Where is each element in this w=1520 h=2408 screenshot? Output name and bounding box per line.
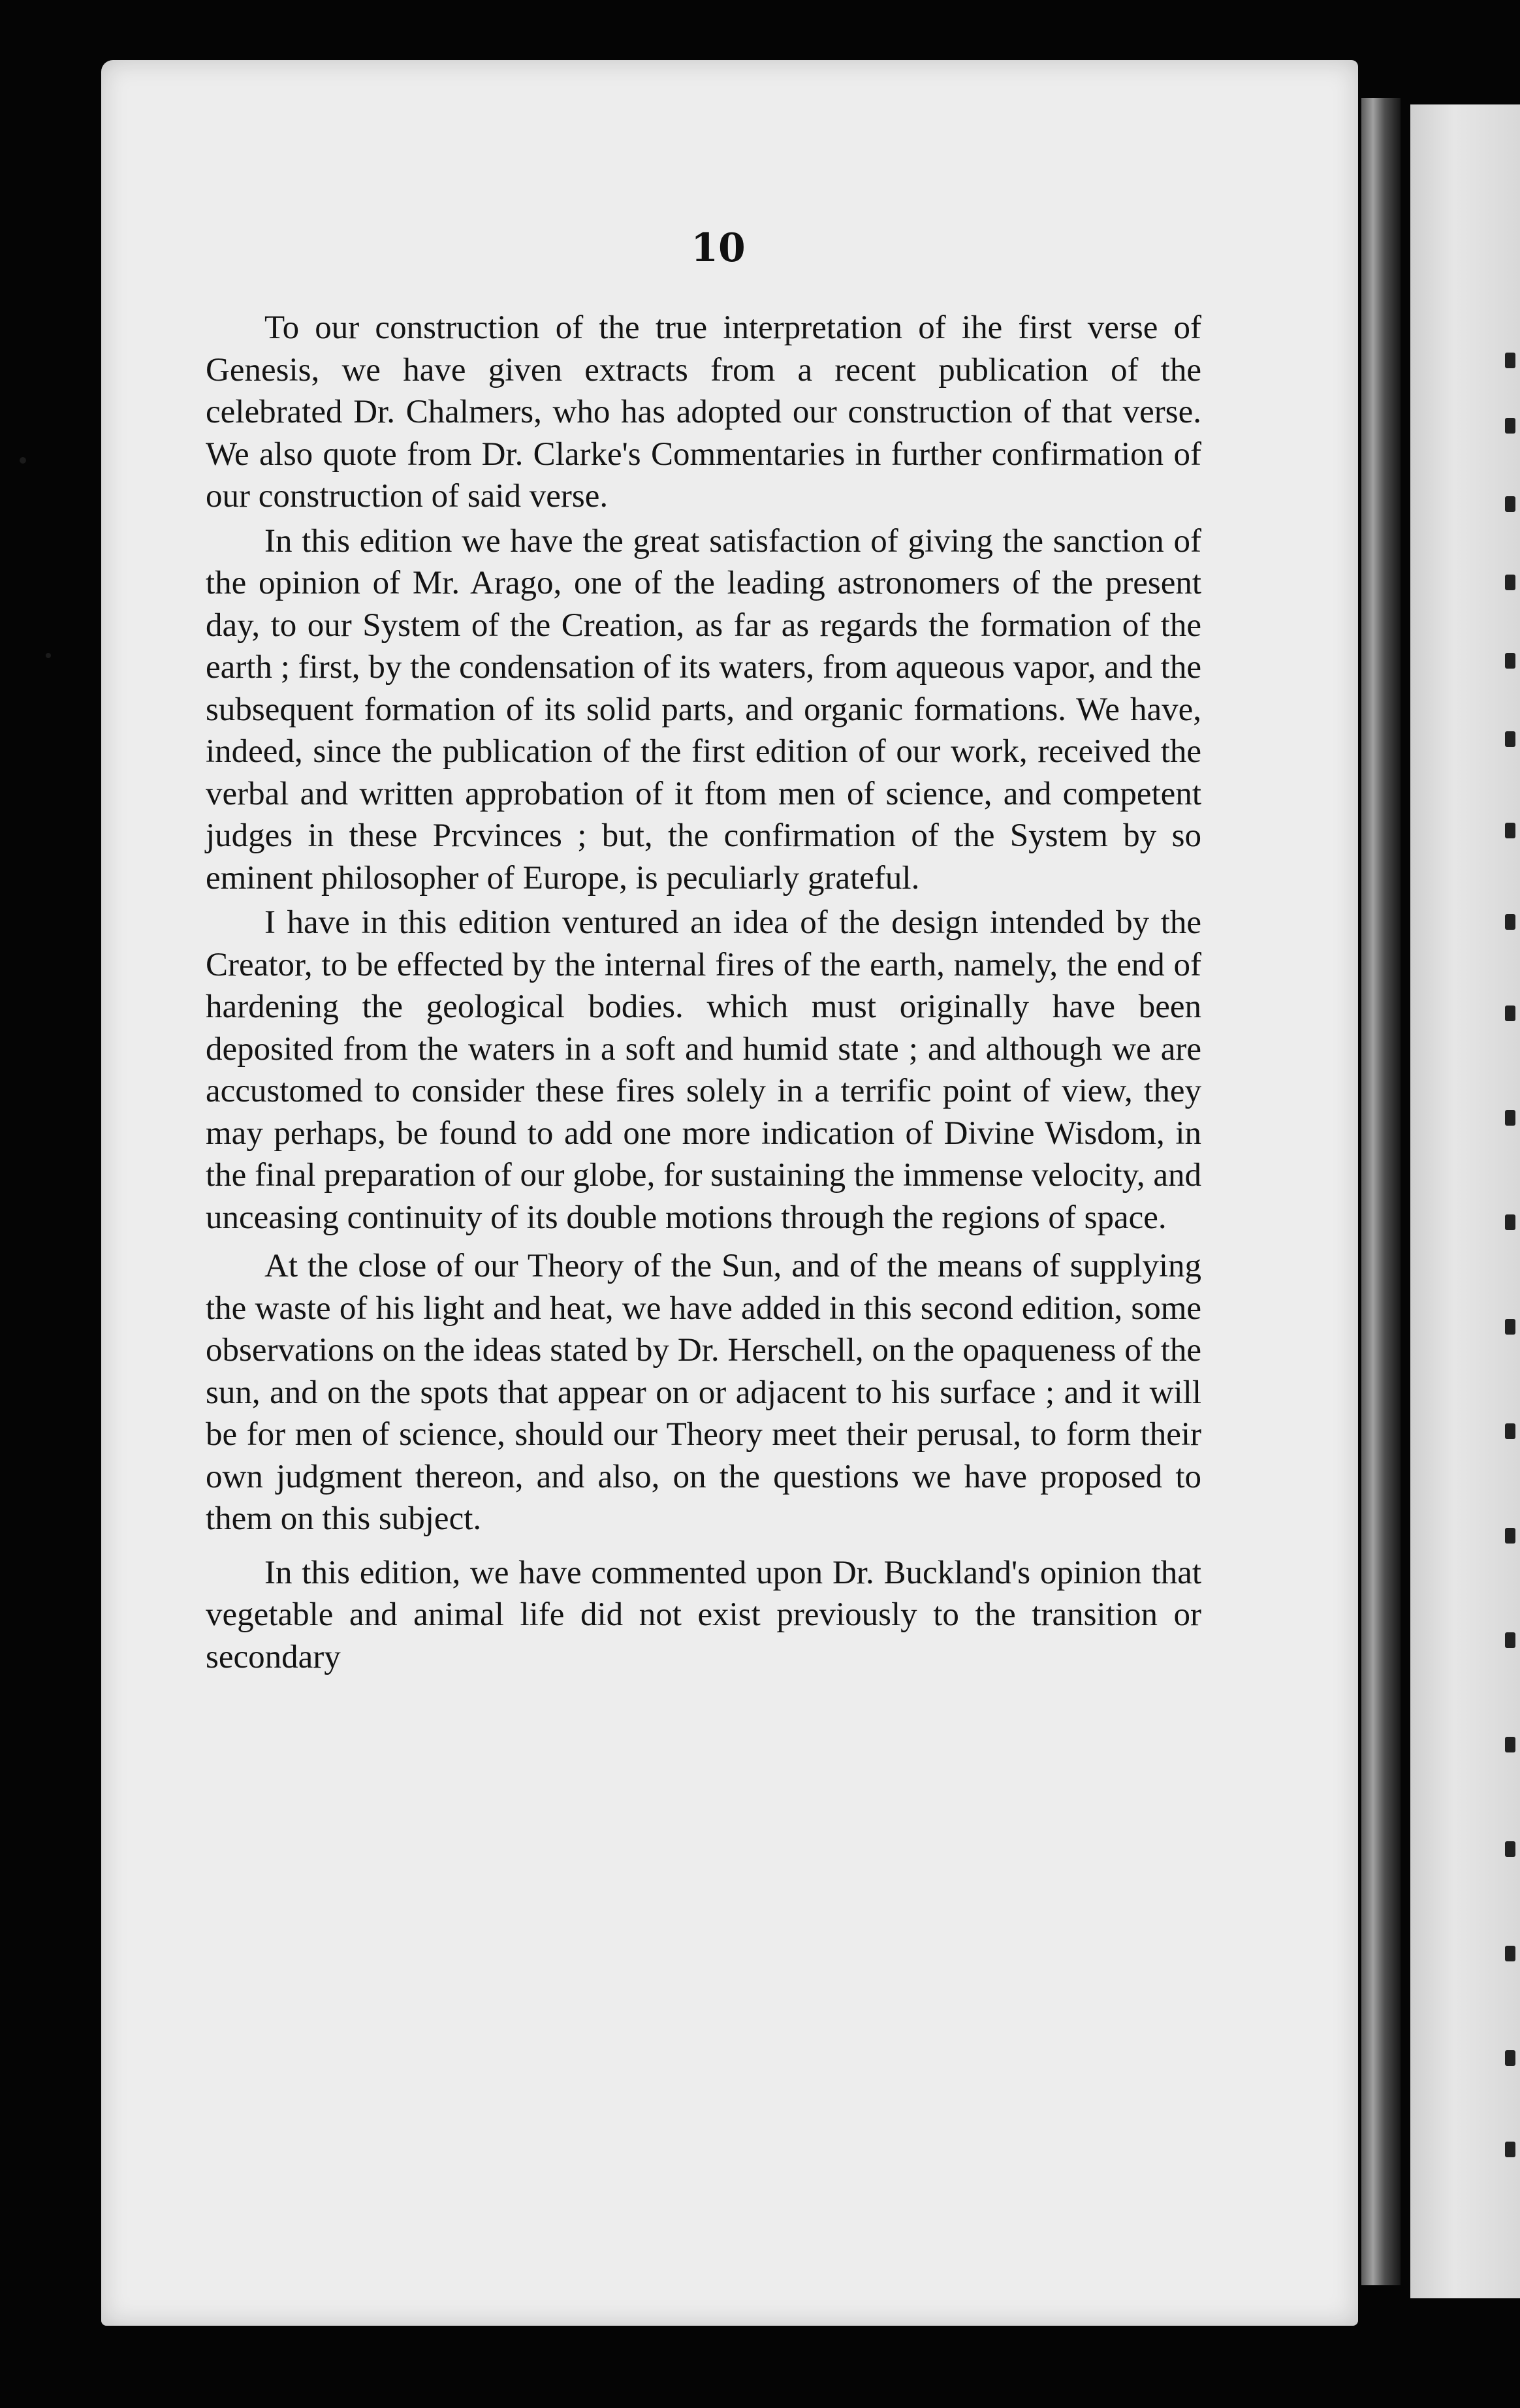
paragraph-2: In this edition we have the great satisfaction of giving the sanction of the opinion of Mr. Arago, one of the leading astronomers of the present day, to our System of the Creation, as far as regards the formation of the earth ; first, by the condensation of its waters, from aqueous vapor, and the subsequent formation of its solid parts, and organic formations. We have, indeed, since the publication of the first edition of our work, received the verbal and written approbation of it ftom men of science, and competent judges in these Prcvinces ; but, the confirmation of the System by so eminent philosopher of Europe, is peculiarly grateful. (206, 522, 1201, 896)
adjacent-page-mark (1505, 496, 1515, 512)
scan-speck (20, 457, 26, 464)
adjacent-page-mark (1505, 418, 1515, 434)
adjacent-page-mark (1505, 731, 1515, 747)
adjacent-page-mark (1505, 1841, 1515, 1857)
adjacent-page-mark (1505, 1632, 1515, 1648)
page-number: 10 (691, 225, 746, 271)
adjacent-page-mark (1505, 1214, 1515, 1230)
adjacent-page-mark (1505, 2142, 1515, 2157)
adjacent-page-mark (1505, 1528, 1515, 1544)
adjacent-page-mark (1505, 1110, 1515, 1126)
paragraph-4: At the close of our Theory of the Sun, and of the means of supplying the waste of his light and heat, we have added in this second edition, some observations on the ideas stated by Dr. Herschell, on the opaqueness of the sun, and on the spots that appear on or adjacent to his surface ; and it will be for men of science, should our Theory meet their perusal, to form their own judgment thereon, and also, on the questions we have proposed to them on this subject. (206, 1248, 1201, 1537)
paragraph-5: In this edition, we have commented upon Dr. Buckland's opinion that vegetable and animal life did not exist previously to the transition or secondary (206, 1554, 1201, 1675)
adjacent-page-mark (1505, 1423, 1515, 1439)
adjacent-page-edge (1410, 104, 1520, 2298)
paragraph-3: I have in this edition ventured an idea of the design intended by the Creator, to be effected by the internal fires of the earth, namely, the end of hardening the geological bodies. which must originally have been deposited from the waters in a soft and humid state ; and although we are accustomed to consider these fires solely in a terrific point of view, they may perhaps, be found to add one more indication of Divine Wisdom, in the final preparation of our globe, for sustaining the immense velocity, and unceasing continuity of its double motions through the regions of space. (206, 904, 1201, 1236)
page-gutter-shadow (1361, 98, 1401, 2285)
adjacent-page-mark (1505, 353, 1515, 368)
paragraph-1: To our construction of the true interpretation of ihe first verse of Genesis, we have given extracts from a recent publication of the celebrated Dr. Chalmers, who has adopted our construction of that verse. We also quote from Dr. Clarke's Commentaries in further confirmation of our construction of said verse. (206, 309, 1201, 515)
adjacent-page-mark (1505, 2050, 1515, 2066)
body-text (206, 307, 1201, 1678)
adjacent-page-mark (1505, 914, 1515, 930)
adjacent-page-mark (1505, 653, 1515, 669)
adjacent-page-mark (1505, 1319, 1515, 1335)
adjacent-page-mark (1505, 575, 1515, 590)
adjacent-page-mark (1505, 1006, 1515, 1021)
adjacent-page-mark (1505, 1946, 1515, 1961)
adjacent-page-mark (1505, 1737, 1515, 1752)
adjacent-page-mark (1505, 823, 1515, 838)
scan-speck (46, 653, 51, 658)
